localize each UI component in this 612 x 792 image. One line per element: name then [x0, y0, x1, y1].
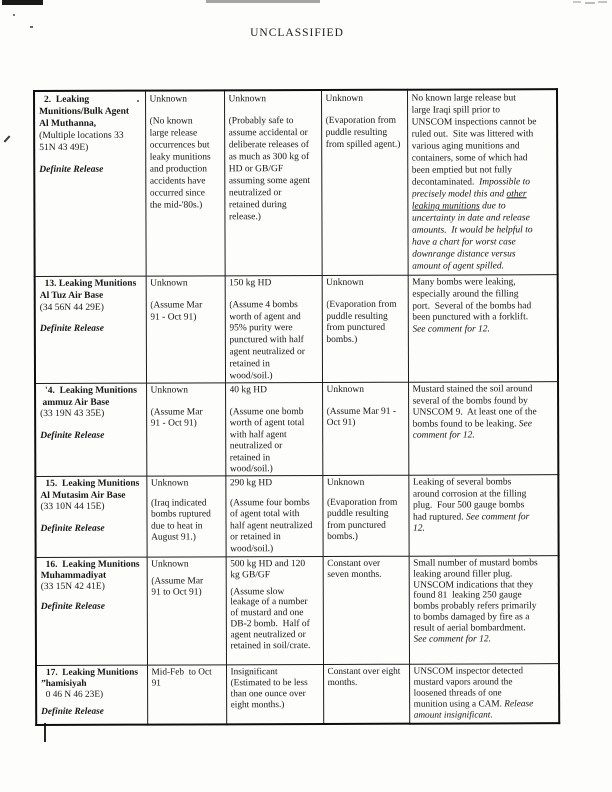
- cell-site: [36, 557, 147, 665]
- comment-text: UNSCOM inspector detected mustard vapors around the loosened threads of one munition using a CAM.: [413, 666, 524, 710]
- release-date-value: Unknown: [150, 278, 188, 289]
- scan-streak: [206, 0, 320, 3]
- release-date-value: Unknown: [150, 385, 189, 396]
- release-date-value: Unknown: [150, 478, 189, 489]
- comment-text: Many bombs were leaking, especially around the filling port. Several of the bombs had been punctured with a forklift.: [412, 277, 532, 324]
- release-status: Definite Release: [39, 164, 104, 175]
- duration-note: (Assume Mar 91 - Oct 91): [326, 406, 397, 428]
- comment-text-italic: Release amount insignificant.: [413, 699, 534, 721]
- cell-agent-amount: [225, 382, 322, 475]
- cell-agent-amount: [224, 90, 322, 276]
- comment-text-italic: See comment for 12.: [412, 418, 532, 441]
- duration-value: Unknown: [326, 277, 364, 288]
- cell-release-date: [145, 90, 225, 276]
- comment-text-underlined: other leaking munitions: [411, 189, 527, 212]
- duration-value: Unknown: [326, 384, 365, 395]
- amount-value: Insignificant: [230, 667, 278, 678]
- comment-text: Small number of mustard bombs leaking around filler plug. UNSCOM indications that they found 81 leaking 250 gauge bombs probably refers primarily to bombs damaged by fire as a result of aerial bombardment.: [413, 558, 538, 634]
- duration-note: (Evaporation from puddle resulting from punctured bombs.): [326, 299, 397, 346]
- amount-note: (Assume slow leakage of a number of mustard and one DB-2 bomb. Half of agent neutralized or retained in soil/crate.: [230, 586, 311, 651]
- release-date-note: (Assume Mar 91 - Oct 91): [150, 300, 203, 323]
- release-date-note: (Assume Mar 91 - Oct 91): [150, 406, 203, 429]
- comment-text: Leaking of several bombs around corrosion at the filling plug. Four 500 gauge bombs had ruptured.: [412, 477, 527, 523]
- amount-note: (Assume four bombs of agent total with half agent neutralized or retained in wood/soil.): [229, 497, 313, 554]
- duration-note: (Evaporation from puddle resulting from punctured bombs.): [326, 497, 398, 542]
- table-row: [34, 89, 558, 276]
- site-location: (34 56N 44 29E): [39, 302, 104, 313]
- site-name: '4. Leaking Munitions ammuz Air Base: [40, 385, 137, 408]
- amount-note: (Assume one bomb worth of agent total with half agent neutralized or retained in wood/soil.): [229, 406, 305, 475]
- classification-banner: UNCLASSIFIED: [250, 27, 344, 39]
- table-row: [36, 556, 559, 666]
- cell-release-duration: [322, 382, 408, 475]
- cell-release-date: [147, 557, 226, 665]
- pen-mark: [4, 135, 11, 142]
- duration-value: Unknown: [325, 93, 364, 104]
- site-name: 17. Leaking Munitions ”hamisiyah: [41, 667, 139, 689]
- cell-agent-amount: [225, 475, 322, 556]
- cell-site: [35, 383, 146, 476]
- cell-release-duration: [323, 664, 409, 724]
- site-location: (Multiple locations 33 51N 43 49E): [39, 130, 124, 153]
- site-name: 15. Leaking Munitions Al Mutasim Air Base: [40, 478, 140, 501]
- release-date-value: Mid-Feb to Oct 91: [151, 667, 212, 689]
- release-status: Definite Release: [39, 324, 104, 335]
- amount-note: (Probably safe to assume accidental or deliberate releases of as much as 300 kg of HD or GB/GF assuming some agent neutralized or retained during release.): [228, 116, 311, 223]
- cell-comments: [408, 475, 558, 557]
- scan-dot: [13, 14, 15, 16]
- release-status: Definite Release: [41, 706, 104, 717]
- release-date-value: Unknown: [149, 94, 188, 105]
- comment-text: No known large release but large Iraqi spill prior to UNSCOM inspections cannot be ruled out. Site was littered with various aging munitions and containers, some of which had been emptied but not fully decontaminated.: [411, 93, 537, 188]
- cell-site: [34, 91, 146, 277]
- cell-site: [35, 476, 146, 557]
- comment-text-italic: Impossible to precisely model this and: [411, 177, 531, 200]
- cell-release-date: [146, 276, 225, 383]
- comment-text: Mustard stained the soil around several of the bombs found by UNSCOM 9. At least one of the bombs found to be leaking.: [412, 384, 537, 430]
- release-date-note: (No known large release occurrences but leaky munitions and production accidents have occurred since the mid-'80s.): [149, 116, 211, 211]
- comment-text-italic: See comment for 12.: [413, 511, 530, 534]
- cell-agent-amount: [226, 556, 323, 664]
- amount-value: 500 kg HD and 120 kg GB/GF: [230, 559, 306, 581]
- table-row: [35, 382, 558, 477]
- site-location: 0 46 N 46 23E): [41, 689, 104, 700]
- release-date-note: (Assume Mar 91 to Oct 91): [151, 576, 204, 598]
- site-location: (33 10N 44 15E): [40, 501, 105, 512]
- cell-agent-amount: [226, 664, 323, 724]
- comment-text-italic: See comment for 12.: [412, 324, 490, 335]
- site-name: 13. Leaking Munitions Al Tuz Air Base: [39, 278, 137, 301]
- cell-release-date: [146, 383, 225, 476]
- cell-release-date: [146, 476, 225, 557]
- duration-value: Constant over seven months.: [327, 558, 382, 580]
- table-row: [35, 275, 558, 384]
- table-row: [36, 664, 559, 725]
- amount-value: 40 kg HD: [229, 385, 268, 396]
- cell-release-duration: [321, 90, 408, 276]
- release-status: Definite Release: [40, 602, 105, 613]
- cell-comments: [409, 664, 559, 724]
- comment-text-italic: due to uncertainty in date and release amounts. It would be helpful to have a chart for worst case downrange distance versus amount of agent spilled.: [411, 201, 533, 272]
- amount-note: (Assume 4 bombs worth of agent and 95% purity were punctured with half agent neutralized or retained in wood/soil.): [229, 299, 305, 381]
- duration-value: Constant over eight months.: [327, 666, 401, 688]
- cell-agent-amount: [225, 275, 322, 382]
- comment-text-italic: See comment for 12.: [413, 633, 492, 645]
- cell-release-date: [147, 665, 226, 725]
- cell-release-duration: [322, 475, 408, 556]
- cell-comments: [408, 275, 558, 383]
- cell-release-duration: [322, 275, 408, 382]
- cell-comments: [409, 556, 559, 665]
- scan-noise: [598, 1, 607, 3]
- redaction-mark: [2, 0, 43, 5]
- duration-note: (Evaporation from puddle resulting from spilled agent.): [325, 115, 401, 150]
- release-status: Definite Release: [40, 430, 105, 441]
- cell-comments: [408, 382, 558, 476]
- amount-value: 150 kg HD: [229, 278, 272, 289]
- scan-noise: [585, 2, 595, 4]
- cell-comments: [407, 89, 558, 275]
- munitions-table: [33, 88, 560, 726]
- release-date-value: Unknown: [151, 559, 189, 570]
- table-row: [35, 475, 558, 558]
- cell-site: [35, 276, 146, 383]
- release-status: Definite Release: [40, 523, 105, 534]
- site-name: 2. Leaking Munitions/Bulk Agent Al Muthanna,: [39, 94, 130, 129]
- duration-value: Unknown: [326, 477, 365, 488]
- amount-value: Unknown: [228, 94, 267, 105]
- site-name: 16. Leaking Munitions Muhammadiyat: [40, 559, 140, 581]
- site-location: (33 15N 42 41E): [40, 581, 105, 592]
- scan-noise: [573, 1, 581, 3]
- cell-release-duration: [323, 556, 409, 664]
- cell-site: [36, 665, 147, 725]
- release-date-note: (Iraq indicated bombs ruptured due to heat in August 91.): [150, 497, 211, 543]
- amount-note: (Estimated to be less than one ounce over eight months.): [230, 678, 308, 711]
- amount-value: 290 kg HD: [229, 478, 273, 489]
- site-location: (33 19N 43 35E): [40, 408, 105, 419]
